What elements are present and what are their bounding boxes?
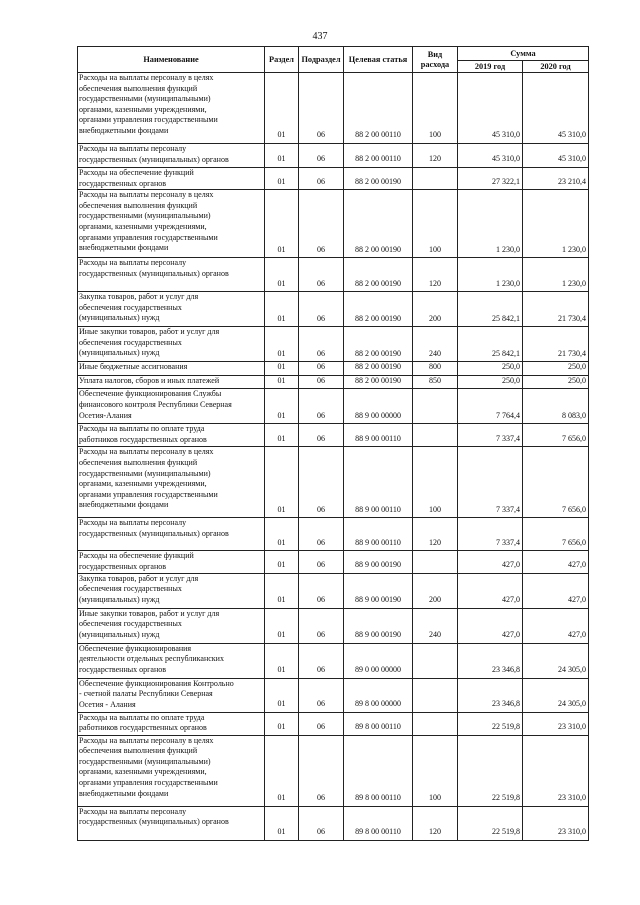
row-vid: 100 [413, 73, 458, 144]
row-target: 88 2 00 00190 [344, 292, 413, 327]
row-name: Расходы на выплаты по оплате труда работников государственных органов [78, 424, 265, 447]
table-row [78, 292, 589, 327]
row-razdel: 01 [265, 389, 299, 424]
row-2020: 21 730,4 [523, 292, 589, 327]
table-row [78, 327, 589, 362]
row-target: 88 9 00 00190 [344, 573, 413, 608]
row-target: 89 0 00 00000 [344, 643, 413, 678]
row-podrazdel: 06 [299, 73, 344, 144]
row-target: 88 9 00 00000 [344, 389, 413, 424]
row-2020: 250,0 [523, 362, 589, 376]
row-2019: 25 842,1 [458, 327, 523, 362]
row-podrazdel: 06 [299, 678, 344, 712]
row-podrazdel: 06 [299, 643, 344, 678]
row-2019: 7 337,4 [458, 424, 523, 447]
row-target: 88 2 00 00190 [344, 168, 413, 190]
row-name: Расходы на выплаты персоналу в целях обеспечения выполнения функций государственными (муниципальными) органами, казенными учреждениями, органами управления государственными внебюджетными фондами [78, 735, 265, 806]
budget-table [77, 46, 589, 841]
row-2020: 7 656,0 [523, 424, 589, 447]
row-podrazdel: 06 [299, 362, 344, 376]
row-2019: 427,0 [458, 573, 523, 608]
row-razdel: 01 [265, 806, 299, 840]
row-name: Закупка товаров, работ и услуг для обеспечения государственных (муниципальных) нужд [78, 573, 265, 608]
row-podrazdel: 06 [299, 190, 344, 258]
row-razdel: 01 [265, 551, 299, 573]
header-2019: 2019 год [458, 61, 523, 73]
row-razdel: 01 [265, 168, 299, 190]
row-vid [413, 643, 458, 678]
row-name: Расходы на выплаты персоналу государственных (муниципальных) органов [78, 518, 265, 551]
row-podrazdel: 06 [299, 573, 344, 608]
row-2019: 1 230,0 [458, 190, 523, 258]
row-target: 88 9 00 00110 [344, 447, 413, 518]
row-podrazdel: 06 [299, 168, 344, 190]
row-vid: 200 [413, 292, 458, 327]
row-2020: 24 305,0 [523, 643, 589, 678]
row-target: 88 9 00 00190 [344, 551, 413, 573]
row-target: 88 9 00 00190 [344, 608, 413, 643]
row-2020: 7 656,0 [523, 518, 589, 551]
row-podrazdel: 06 [299, 292, 344, 327]
page-number: 437 [312, 31, 328, 42]
row-target: 88 9 00 00110 [344, 424, 413, 447]
row-podrazdel: 06 [299, 144, 344, 168]
table-row [78, 573, 589, 608]
row-razdel: 01 [265, 643, 299, 678]
row-vid [413, 678, 458, 712]
row-name: Расходы на выплаты персоналу государственных (муниципальных) органов [78, 258, 265, 292]
header-razdel: Раздел [265, 47, 299, 73]
row-vid: 800 [413, 362, 458, 376]
table-row [78, 735, 589, 806]
row-target: 89 8 00 00110 [344, 735, 413, 806]
row-podrazdel: 06 [299, 735, 344, 806]
row-target: 88 2 00 00190 [344, 190, 413, 258]
row-name: Расходы на выплаты по оплате труда работников государственных органов [78, 712, 265, 735]
table-row [78, 678, 589, 712]
row-podrazdel: 06 [299, 518, 344, 551]
row-vid: 850 [413, 375, 458, 389]
row-2019: 45 310,0 [458, 144, 523, 168]
row-2020: 23 210,4 [523, 168, 589, 190]
header-target: Целевая статья [344, 47, 413, 73]
table-row [78, 806, 589, 840]
row-razdel: 01 [265, 678, 299, 712]
row-2019: 7 337,4 [458, 447, 523, 518]
row-target: 88 2 00 00190 [344, 258, 413, 292]
row-target: 88 2 00 00110 [344, 73, 413, 144]
row-razdel: 01 [265, 73, 299, 144]
row-vid: 100 [413, 447, 458, 518]
row-2019: 22 519,8 [458, 712, 523, 735]
row-vid: 120 [413, 144, 458, 168]
row-name: Уплата налогов, сборов и иных платежей [78, 375, 265, 389]
row-vid [413, 551, 458, 573]
table-row [78, 375, 589, 389]
table-row [78, 424, 589, 447]
row-2020: 427,0 [523, 573, 589, 608]
table-row [78, 258, 589, 292]
row-name: Иные закупки товаров, работ и услуг для обеспечения государственных (муниципальных) нужд [78, 327, 265, 362]
row-target: 88 2 00 00190 [344, 362, 413, 376]
row-name: Иные бюджетные ассигнования [78, 362, 265, 376]
row-2020: 7 656,0 [523, 447, 589, 518]
row-2020: 23 310,0 [523, 806, 589, 840]
row-podrazdel: 06 [299, 608, 344, 643]
row-razdel: 01 [265, 424, 299, 447]
row-podrazdel: 06 [299, 712, 344, 735]
row-2020: 45 310,0 [523, 73, 589, 144]
row-podrazdel: 06 [299, 389, 344, 424]
row-razdel: 01 [265, 447, 299, 518]
row-2020: 1 230,0 [523, 258, 589, 292]
row-vid: 120 [413, 806, 458, 840]
row-razdel: 01 [265, 190, 299, 258]
row-razdel: 01 [265, 327, 299, 362]
row-2019: 23 346,8 [458, 678, 523, 712]
row-2020: 250,0 [523, 375, 589, 389]
row-name: Обеспечение функционирования Контрольно - счетной палаты Республики Северная Осетия - Алания [78, 678, 265, 712]
header-name: Наименование [78, 47, 265, 73]
row-2020: 8 083,0 [523, 389, 589, 424]
row-2020: 427,0 [523, 608, 589, 643]
row-name: Расходы на выплаты персоналу государственных (муниципальных) органов [78, 806, 265, 840]
row-target: 88 2 00 00190 [344, 375, 413, 389]
table-row [78, 518, 589, 551]
row-vid [413, 389, 458, 424]
row-target: 89 8 00 00110 [344, 712, 413, 735]
row-razdel: 01 [265, 712, 299, 735]
row-name: Расходы на выплаты персоналу в целях обеспечения выполнения функций государственными (муниципальными) органами, казенными учреждениями, органами управления государственными внебюджетными фондами [78, 447, 265, 518]
row-razdel: 01 [265, 258, 299, 292]
row-name: Расходы на выплаты персоналу государственных (муниципальных) органов [78, 144, 265, 168]
row-vid: 240 [413, 327, 458, 362]
row-vid: 120 [413, 518, 458, 551]
row-2019: 250,0 [458, 362, 523, 376]
row-vid [413, 424, 458, 447]
row-vid: 120 [413, 258, 458, 292]
table-row [78, 389, 589, 424]
row-target: 88 9 00 00110 [344, 518, 413, 551]
header-podrazdel: Подраздел [299, 47, 344, 73]
row-name: Расходы на обеспечение функций государственных органов [78, 168, 265, 190]
row-2019: 7 764,4 [458, 389, 523, 424]
row-podrazdel: 06 [299, 551, 344, 573]
row-2019: 427,0 [458, 551, 523, 573]
table-row [78, 168, 589, 190]
row-2020: 23 310,0 [523, 712, 589, 735]
row-2019: 22 519,8 [458, 806, 523, 840]
row-podrazdel: 06 [299, 258, 344, 292]
row-razdel: 01 [265, 735, 299, 806]
table-row [78, 608, 589, 643]
row-vid: 200 [413, 573, 458, 608]
header-vid: Вид расхода [413, 47, 458, 73]
table-row [78, 551, 589, 573]
row-razdel: 01 [265, 362, 299, 376]
table-row [78, 447, 589, 518]
row-target: 88 2 00 00190 [344, 327, 413, 362]
row-2019: 23 346,8 [458, 643, 523, 678]
row-2019: 27 322,1 [458, 168, 523, 190]
row-podrazdel: 06 [299, 375, 344, 389]
row-podrazdel: 06 [299, 806, 344, 840]
row-podrazdel: 06 [299, 327, 344, 362]
row-name: Иные закупки товаров, работ и услуг для обеспечения государственных (муниципальных) нужд [78, 608, 265, 643]
row-razdel: 01 [265, 573, 299, 608]
row-vid: 240 [413, 608, 458, 643]
row-name: Закупка товаров, работ и услуг для обеспечения государственных (муниципальных) нужд [78, 292, 265, 327]
row-name: Обеспечение функционирования деятельности отдельных республиканских государственных органов [78, 643, 265, 678]
row-2019: 45 310,0 [458, 73, 523, 144]
row-vid [413, 712, 458, 735]
row-vid [413, 168, 458, 190]
row-target: 88 2 00 00110 [344, 144, 413, 168]
row-2020: 1 230,0 [523, 190, 589, 258]
row-2020: 24 305,0 [523, 678, 589, 712]
table-row [78, 643, 589, 678]
row-razdel: 01 [265, 292, 299, 327]
row-name: Обеспечение функционирования Службы финансового контроля Республики Северная Осетия-Алания [78, 389, 265, 424]
header-2020: 2020 год [523, 61, 589, 73]
row-target: 89 8 00 00110 [344, 806, 413, 840]
row-2019: 427,0 [458, 608, 523, 643]
table-row [78, 362, 589, 376]
row-2019: 22 519,8 [458, 735, 523, 806]
row-vid: 100 [413, 190, 458, 258]
table-row [78, 144, 589, 168]
table-row [78, 73, 589, 144]
row-razdel: 01 [265, 608, 299, 643]
row-2019: 250,0 [458, 375, 523, 389]
row-2019: 25 842,1 [458, 292, 523, 327]
row-2020: 45 310,0 [523, 144, 589, 168]
row-razdel: 01 [265, 518, 299, 551]
row-2019: 1 230,0 [458, 258, 523, 292]
row-podrazdel: 06 [299, 424, 344, 447]
header-sum: Сумма [458, 47, 589, 61]
row-2020: 23 310,0 [523, 735, 589, 806]
row-2020: 427,0 [523, 551, 589, 573]
table-row [78, 712, 589, 735]
table-row [78, 190, 589, 258]
row-vid: 100 [413, 735, 458, 806]
row-razdel: 01 [265, 375, 299, 389]
row-razdel: 01 [265, 144, 299, 168]
row-name: Расходы на выплаты персоналу в целях обеспечения выполнения функций государственными (муниципальными) органами, казенными учреждениями, органами управления государственными внебюджетными фондами [78, 190, 265, 258]
row-2020: 21 730,4 [523, 327, 589, 362]
row-podrazdel: 06 [299, 447, 344, 518]
row-target: 89 8 00 00000 [344, 678, 413, 712]
row-2019: 7 337,4 [458, 518, 523, 551]
row-name: Расходы на выплаты персоналу в целях обеспечения выполнения функций государственными (муниципальными) органами, казенными учреждениями, органами управления государственными внебюджетными фондами [78, 73, 265, 144]
row-name: Расходы на обеспечение функций государственных органов [78, 551, 265, 573]
